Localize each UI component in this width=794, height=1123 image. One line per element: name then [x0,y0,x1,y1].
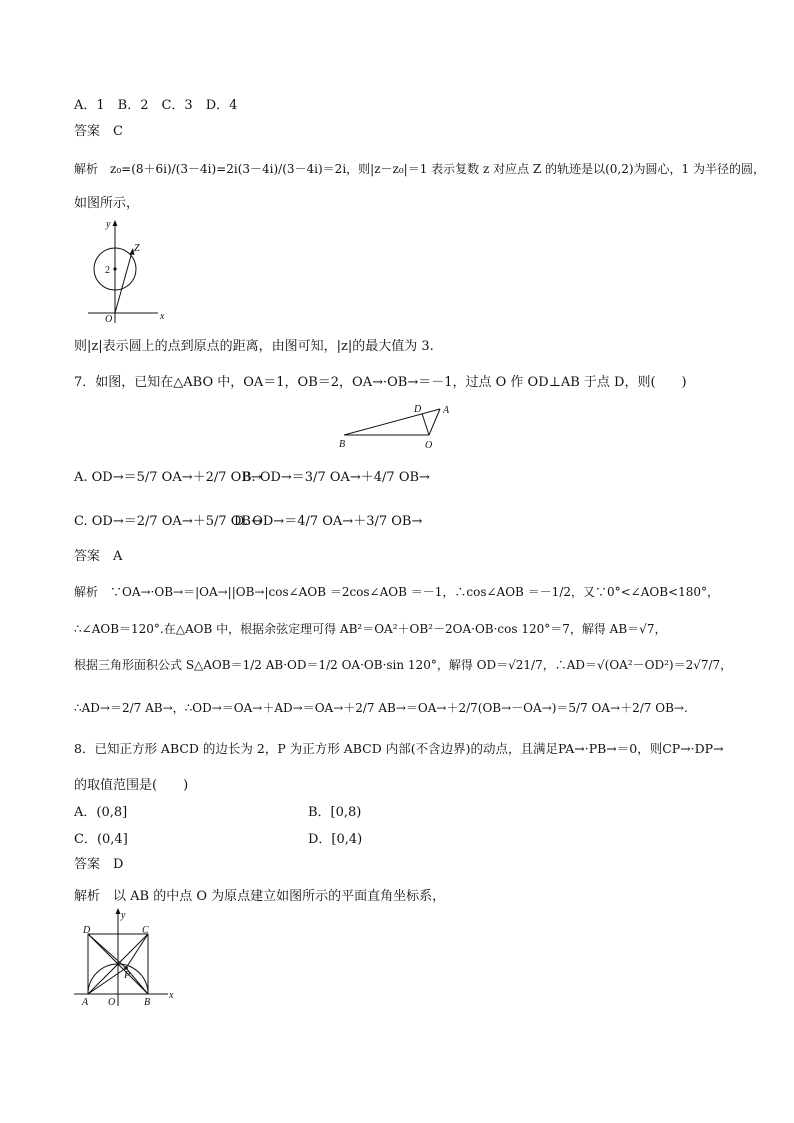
q7-solution-line-1: 解析 ∵OA→·OB→＝|OA→||OB→|cos∠AOB ＝2cos∠AOB ＝－1，∴cos∠AOB ＝－1/2，又∵0°<∠AOB<180°， [74,585,720,599]
q8-solution-line-1: 解析 以 AB 的中点 O 为原点建立如图所示的平面直角坐标系， [74,889,446,904]
q7-solution-line-4: ∴AD→＝2/7 AB→，∴OD→＝OA→＋AD→＝OA→＋2/7 AB→＝OA→＋2/7(OB→－OA→)＝5/7 OA→＋2/7 OB→. [74,701,688,715]
fig3-label-d: D [83,925,91,936]
fig3-label-p: P [124,970,131,981]
fig2-label-b: B [339,439,346,450]
q8-option-c: C．(0,4] [74,832,128,847]
q7-stem: 7．如图，已知在△ABO 中，OA＝1，OB＝2，OA→·OB→＝－1，过点 O 作 OD⊥AB 于点 D，则( ) [74,375,687,390]
fig3-label-c: C [142,925,149,936]
fig2-label-a: A [443,405,450,416]
q7-option-c: C. OD→＝2/7 OA→＋5/7 OB→ [74,514,262,529]
q8-stem-line-1: 8．已知正方形 ABCD 的边长为 2，P 为正方形 ABCD 内部(不含边界)的动点，且满足PA→·PB→＝0，则CP→·DP→ [74,741,724,756]
fig2-label-d: D [414,404,422,415]
q8-option-d: D．[0,4) [308,832,363,847]
q7-answer: 答案 A [74,549,123,564]
fig1-oz-segment [115,252,132,313]
q7-solution-line-3: 根据三角形面积公式 S△AOB＝1/2 AB·OD＝1/2 OA·OB·sin 120°，解得 OD＝√21/7，∴AD＝√(OA²－OD²)＝2√7/7， [74,658,733,672]
q6-solution-line-2: 如图所示， [74,196,140,211]
q7-option-d: D. OD→＝4/7 OA→＋3/7 OB→ [234,514,423,529]
q7-option-b: B. OD→＝3/7 OA→＋4/7 OB→ [242,470,430,485]
fig2-side-oa [429,409,440,435]
square-figure [72,906,182,1008]
fig3-label-a: A [82,997,89,1008]
fig3-label-x: x [169,990,174,1001]
q8-answer: 答案 D [74,857,124,872]
q6-options: A．1 B．2 C．3 D．4 [74,98,238,113]
q7-solution-line-2: ∴∠AOB＝120°.在△AOB 中，根据余弦定理可得 AB²＝OA²＋OB²－2OA·OB·cos 120°＝7，解得 AB＝√7， [74,622,667,636]
q6-conclusion: 则|z|表示圆上的点到原点的距离，由图可知，|z|的最大值为 3. [74,339,434,354]
fig3-label-o: O [108,997,116,1008]
fig3-segment-ap [88,968,126,994]
q8-option-a: A．(0,8] [74,805,128,820]
fig3-segment-cp [126,934,148,968]
q8-stem-line-2: 的取值范围是( ) [74,778,189,793]
fig1-y-arrow [113,220,118,226]
fig1-center-dot [113,267,116,270]
fig2-side-od [422,414,429,436]
triangle-figure [336,402,461,452]
fig2-label-o: O [425,440,433,451]
q8-option-b: B．[0,8) [308,805,362,820]
fig1-label-z: Z [134,243,140,254]
fig1-label-2: 2 [105,265,110,276]
q7-option-a: A. OD→＝5/7 OA→＋2/7 OB→ [74,470,262,485]
fig3-segment-dp [88,934,126,968]
fig2-side-ba [344,409,440,435]
fig1-label-x: x [160,311,165,322]
q6-answer: 答案 C [74,124,123,139]
fig3-label-y: y [121,910,126,921]
circle-figure [88,218,178,328]
fig3-y-arrow [116,908,121,914]
fig3-label-b: B [144,997,151,1008]
q6-solution-line-1: 解析 z₀=(8＋6i)/(3－4i)=2i(3－4i)/(3－4i)＝2i，则|z－z₀|＝1 表示复数 z 对应点 Z 的轨迹是以(0,2)为圆心，1 为半径的圆， [74,162,765,176]
fig1-label-o: O [105,314,113,325]
fig1-label-y: y [106,219,111,230]
